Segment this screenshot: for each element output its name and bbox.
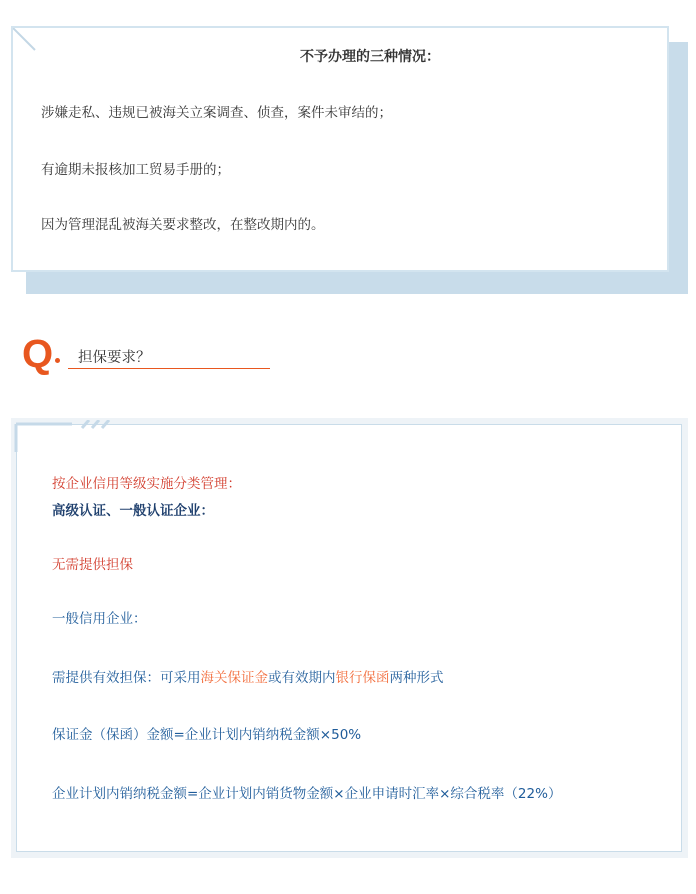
question-text: 担保要求？ [78,350,151,366]
guarantee-part-1: 需提供有效担保：可采用 [52,670,201,686]
corner-fold-decoration [13,28,57,72]
restriction-item-1: 涉嫌走私、违规已被海关立案调查、侦查，案件未审结的； [41,105,392,121]
guarantee-part-2: 或有效期内 [268,670,336,686]
q-dot-decoration [55,358,60,363]
restriction-item-3: 因为管理混乱被海关要求整改，在整改期内的。 [41,217,325,233]
restriction-item-2: 有逾期未报核加工贸易手册的； [41,162,230,178]
question-underline [68,368,270,369]
restrictions-card [11,26,669,272]
formula-tax-amount: 企业计划内销纳税金额=企业计划内销货物金额×企业申请时汇率×综合税率（22%） [52,786,562,802]
bank-guarantee-highlight: 银行保函 [335,670,390,686]
corner-bracket-decoration [12,420,132,460]
no-guarantee-text: 无需提供担保 [52,557,133,573]
q-label: Q [22,332,54,376]
card1-title: 不予办理的三种情况： [300,49,440,65]
guarantee-requirement [52,666,444,686]
formula-deposit-amount: 保证金（保函）金额=企业计划内销纳税金额×50% [52,727,362,743]
classification-intro: 按企业信用等级实施分类管理： [52,476,241,492]
general-credit-heading: 一般信用企业： [52,611,147,627]
guarantee-part-3: 两种形式 [389,670,444,686]
customs-deposit-highlight: 海关保证金 [200,670,268,686]
advanced-cert-heading: 高级认证、一般认证企业： [52,503,214,519]
